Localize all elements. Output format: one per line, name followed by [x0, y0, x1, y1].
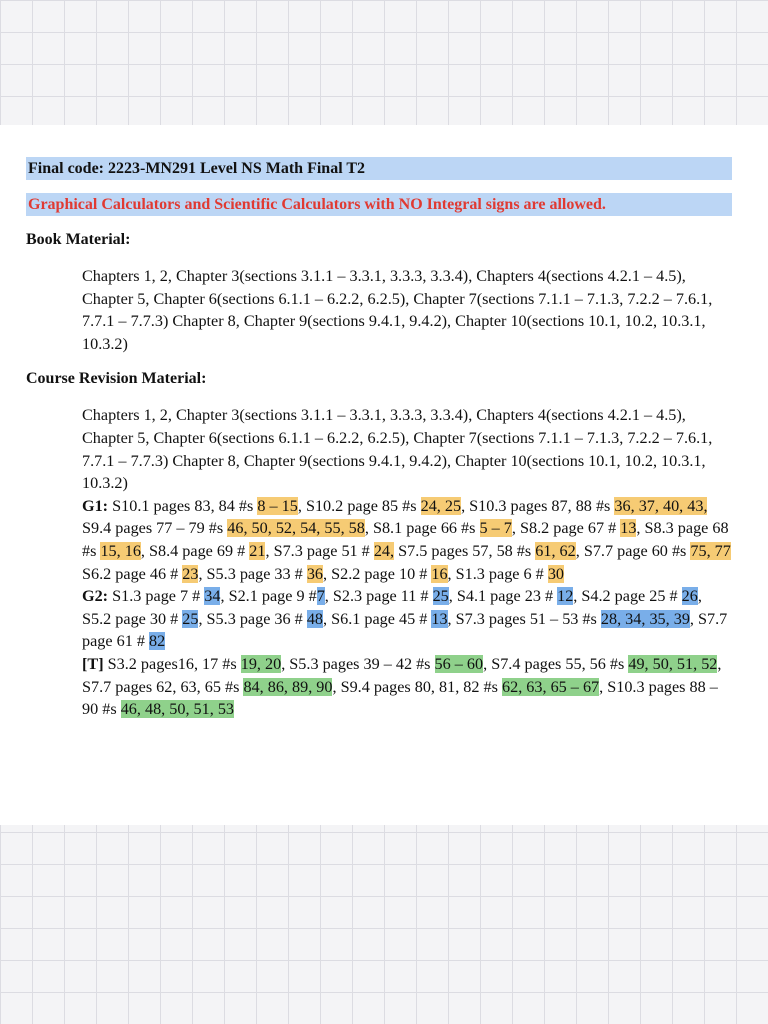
highlighted-exercises: 24, 25 — [420, 496, 462, 515]
highlighted-exercises: 36, 37, 40, 43, — [614, 496, 708, 515]
t-exercises — [82, 655, 721, 718]
exercise-text: , S4.2 page 25 # — [573, 587, 682, 606]
highlighted-exercises: 12 — [557, 587, 574, 606]
highlighted-exercises: 30 — [547, 564, 564, 583]
course-revision-block — [26, 404, 732, 720]
document-content — [26, 157, 732, 721]
highlighted-exercises: 49, 50, 51, 52 — [628, 654, 718, 673]
g1-continued — [82, 563, 732, 586]
highlighted-exercises: 25 — [432, 587, 449, 606]
highlighted-exercises: 48 — [306, 609, 323, 628]
exercise-text: , S7.7 page 61 # — [82, 609, 728, 651]
highlighted-exercises: 16 — [431, 564, 448, 583]
g2-exercises — [82, 587, 727, 650]
g1-paragraph — [82, 495, 732, 563]
exercise-text: S6.2 page 46 # — [82, 564, 183, 583]
highlighted-exercises: 84, 86, 89, 90 — [243, 677, 333, 696]
course-revision-chapters: Chapters 1, 2, Chapter 3(sections 3.1.1 – 3.3.1, 3.3.3, 3.3.4), Chapters 4(sections 4.2.1 – 4.5), Chapter 5, Chapter 6(sections 6.1.1 – 6.2.2, 6.2.5), Chapter 7(sections 7.1.1 – 7.1.3, 7.2.2 – 7.6.1, 7.7.1 – 7.7.3) Chapter 8, Chapter 9(sections 9.4.1, 9.4.2), Chapter 10(sections 10.1, 10.2, 10.3.1, 10.3.2) — [82, 406, 713, 493]
highlighted-exercises: 36 — [306, 564, 323, 583]
t-label: [T] — [82, 654, 104, 673]
exercise-text: , S5.2 page 30 # — [82, 587, 702, 628]
exercise-text: , S4.1 page 23 # — [448, 587, 558, 606]
exercise-text: , S5.3 pages 39 – 42 #s — [281, 654, 435, 673]
t-paragraph — [82, 653, 732, 721]
exercise-text: S7.5 pages 57, 58 #s — [394, 541, 536, 560]
exercise-text: , S7.7 page 60 #s — [575, 541, 691, 560]
highlighted-exercises: 5 – 7 — [479, 519, 512, 538]
highlighted-exercises: 62, 63, 65 – 67 — [502, 677, 600, 696]
exercise-text: , S2.2 page 10 # — [323, 564, 432, 583]
exercise-text: , S6.1 page 45 # — [323, 609, 432, 628]
exercise-text: , S2.1 page 9 # — [220, 587, 317, 606]
book-material-heading: Book Material: — [26, 231, 131, 248]
calculator-rule: Graphical Calculators and Scientific Calculators with NO Integral signs are allowed. — [26, 193, 732, 216]
highlighted-exercises: 21 — [249, 541, 266, 560]
highlighted-exercises: 24, — [373, 541, 395, 560]
exercise-text: , S10.3 pages 87, 88 #s — [461, 496, 615, 515]
highlighted-exercises: 23 — [182, 564, 199, 583]
exercise-text: , S7.4 pages 55, 56 #s — [483, 654, 629, 673]
exercise-text: , S8.2 page 67 # — [511, 519, 621, 538]
exercise-text: , S10.3 pages 88 – 90 #s — [82, 677, 718, 719]
exercise-text: , S10.2 page 85 #s — [297, 496, 421, 515]
exercise-text: , S5.3 page 33 # — [198, 564, 307, 583]
exercise-text: , S8.4 page 69 # — [140, 541, 250, 560]
final-code-title: Final code: 2223-MN291 Level NS Math Final T2 — [26, 157, 732, 180]
exercise-text: , S9.4 pages 80, 81, 82 #s — [332, 677, 502, 696]
highlighted-exercises: 26 — [681, 587, 698, 606]
highlighted-exercises: 82 — [148, 632, 166, 651]
g1-exercises — [82, 497, 731, 560]
highlighted-exercises: 56 – 60 — [434, 654, 484, 673]
exercise-text: , S8.1 page 66 #s — [364, 519, 480, 538]
book-material-chapters: Chapters 1, 2, Chapter 3(sections 3.1.1 – 3.3.1, 3.3.3, 3.3.4), Chapters 4(sections 4.2.1 – 4.5), Chapter 5, Chapter 6(sections 6.1.1 – 6.2.2, 6.2.5), Chapter 7(sections 7.1.1 – 7.1.3, 7.2.2 – 7.6.1, 7.7.1 – 7.7.3) Chapter 8, Chapter 9(sections 9.4.1, 9.4.2), Chapter 10(sections 10.1, 10.2, 10.3.1, 10.3.2) — [82, 267, 713, 353]
highlighted-exercises: 8 – 15 — [257, 496, 298, 515]
exercise-text: , S5.3 page 36 # — [198, 609, 307, 628]
exercise-text: , S1.3 page 6 # — [447, 564, 548, 583]
exercise-text: S10.1 pages 83, 84 #s — [108, 496, 258, 515]
highlighted-exercises: 25 — [182, 609, 199, 628]
highlighted-exercises: 61, 62 — [535, 541, 576, 560]
exercise-text: , S7.3 pages 51 – 53 #s — [447, 609, 601, 628]
highlighted-exercises: 19, 20 — [240, 654, 282, 673]
exercise-text: , S8.3 page 68 #s — [82, 519, 729, 560]
exercise-text: , S7.7 pages 62, 63, 65 #s — [82, 654, 722, 696]
highlighted-exercises: 46, 50, 52, 54, 55, 58 — [227, 519, 365, 538]
exercise-text: , S7.3 page 51 # — [265, 541, 374, 560]
highlighted-exercises: 13 — [620, 519, 637, 538]
highlighted-exercises: 28, 34, 35, 39 — [600, 609, 690, 628]
highlighted-exercises: 75, 77 — [690, 541, 731, 560]
exercise-text: S1.3 page 7 # — [108, 587, 205, 606]
exercise-text: S3.2 pages16, 17 #s — [103, 654, 241, 673]
g2-label: G2: — [82, 587, 109, 606]
exercise-text: S9.4 pages 77 – 79 #s — [82, 519, 228, 538]
course-revision-heading: Course Revision Material: — [26, 370, 207, 388]
highlighted-exercises: 15, 16 — [100, 541, 141, 560]
highlighted-exercises: 7 — [316, 587, 325, 606]
document-page — [0, 125, 768, 825]
exercise-text: , S2.3 page 11 # — [324, 587, 433, 606]
highlighted-exercises: 13 — [431, 609, 448, 628]
g2-paragraph — [82, 585, 732, 653]
highlighted-exercises: 34 — [204, 587, 221, 606]
highlighted-exercises: 46, 48, 50, 51, 53 — [120, 700, 234, 719]
g1-label: G1: — [82, 496, 109, 515]
